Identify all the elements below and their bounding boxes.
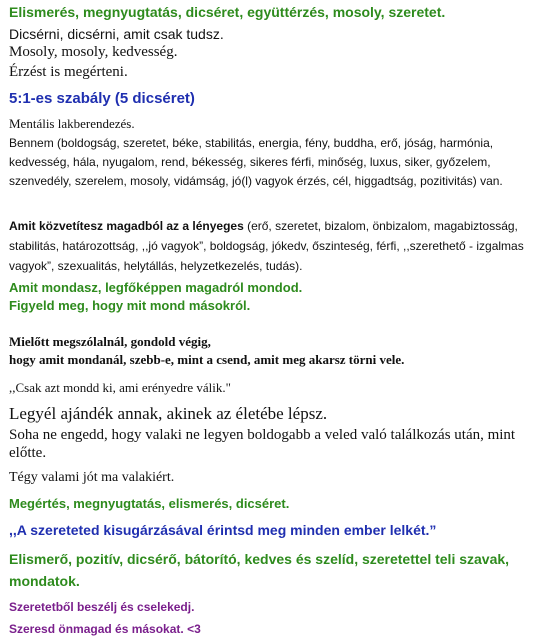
text-essence-list: (erő, szeretet, bizalom, önbizalom, magabiztosság, stabilitás, határozottság, ,,jó vagyok”, boldogság, jókedv, őszinteség, férfi, ,,szerethető - izgalmas vagyok”, szexualitás, helytállás, helyzetkezelés, tudás). <box>9 219 524 273</box>
quote-radiance: ,,A szereteted kisugárzásával érintsd meg minden ember lelkét.” <box>9 522 437 538</box>
paragraph-in-me: Bennem (boldogság, szeretet, béke, stabilitás, energia, fény, buddha, erő, jóság, harmónia, kedvesség, hála, nyugalom, rend, békesség, sikeres férfi, minőség, luxus, siker, győzelem, szenvedély, szerelem, mosoly, vidámság, jó(l) vagyok érzés, cél, higgadtság, pozitivitás) van. <box>9 136 503 188</box>
text-smile: Mosoly, mosoly, kedvesség. <box>9 44 178 60</box>
text-watch-others: Figyeld meg, hogy mit mond másokról. <box>9 298 251 313</box>
text-understanding: Megértés, megnyugtatás, elismerés, dicséret. <box>9 496 290 511</box>
text-love-yourself: Szeresd önmagad és másokat. <3 <box>9 622 201 636</box>
heading-recognition: Elismerés, megnyugtatás, dicséret, együttérzés, mosoly, szeretet. <box>9 4 446 20</box>
text-praise: Dicsérni, dicsérni, amit csak tudsz. <box>9 26 224 42</box>
text-do-good: Tégy valami jót ma valakiért. <box>9 470 175 485</box>
text-speak-with-love: Szeretetből beszélj és cselekedj. <box>9 600 195 614</box>
text-never-let: Soha ne engedd, hogy valaki ne legyen boldogabb a veled való találkozás után, mint előtte. <box>9 427 516 461</box>
heading-5-1-rule: 5:1-es szabály (5 dicséret) <box>9 90 195 107</box>
text-be-a-gift: Legyél ajándék annak, akinek az életébe lépsz. <box>9 404 328 423</box>
paragraph-essence <box>9 216 533 276</box>
text-essence-lead: Amit közvetítesz magadból az a lényeges <box>9 219 244 233</box>
text-before-speaking: Mielőtt megszólalnál, gondold végig, <box>9 334 211 349</box>
text-feeling: Érzést is megérteni. <box>9 64 128 80</box>
text-what-you-say: Amit mondasz, legfőképpen magadról mondod. <box>9 280 303 295</box>
text-mental-decor: Mentális lakberendezés. <box>9 116 135 131</box>
quote-virtue: ,,Csak azt mondd ki, ami erényedre válik." <box>9 380 231 395</box>
paragraph-words: Elismerő, pozitív, dicsérő, bátorító, kedves és szelíd, szeretettel teli szavak, mondatok. <box>9 551 510 589</box>
text-silence: hogy amit mondanál, szebb-e, mint a csend, amit meg akarsz törni vele. <box>9 352 405 367</box>
